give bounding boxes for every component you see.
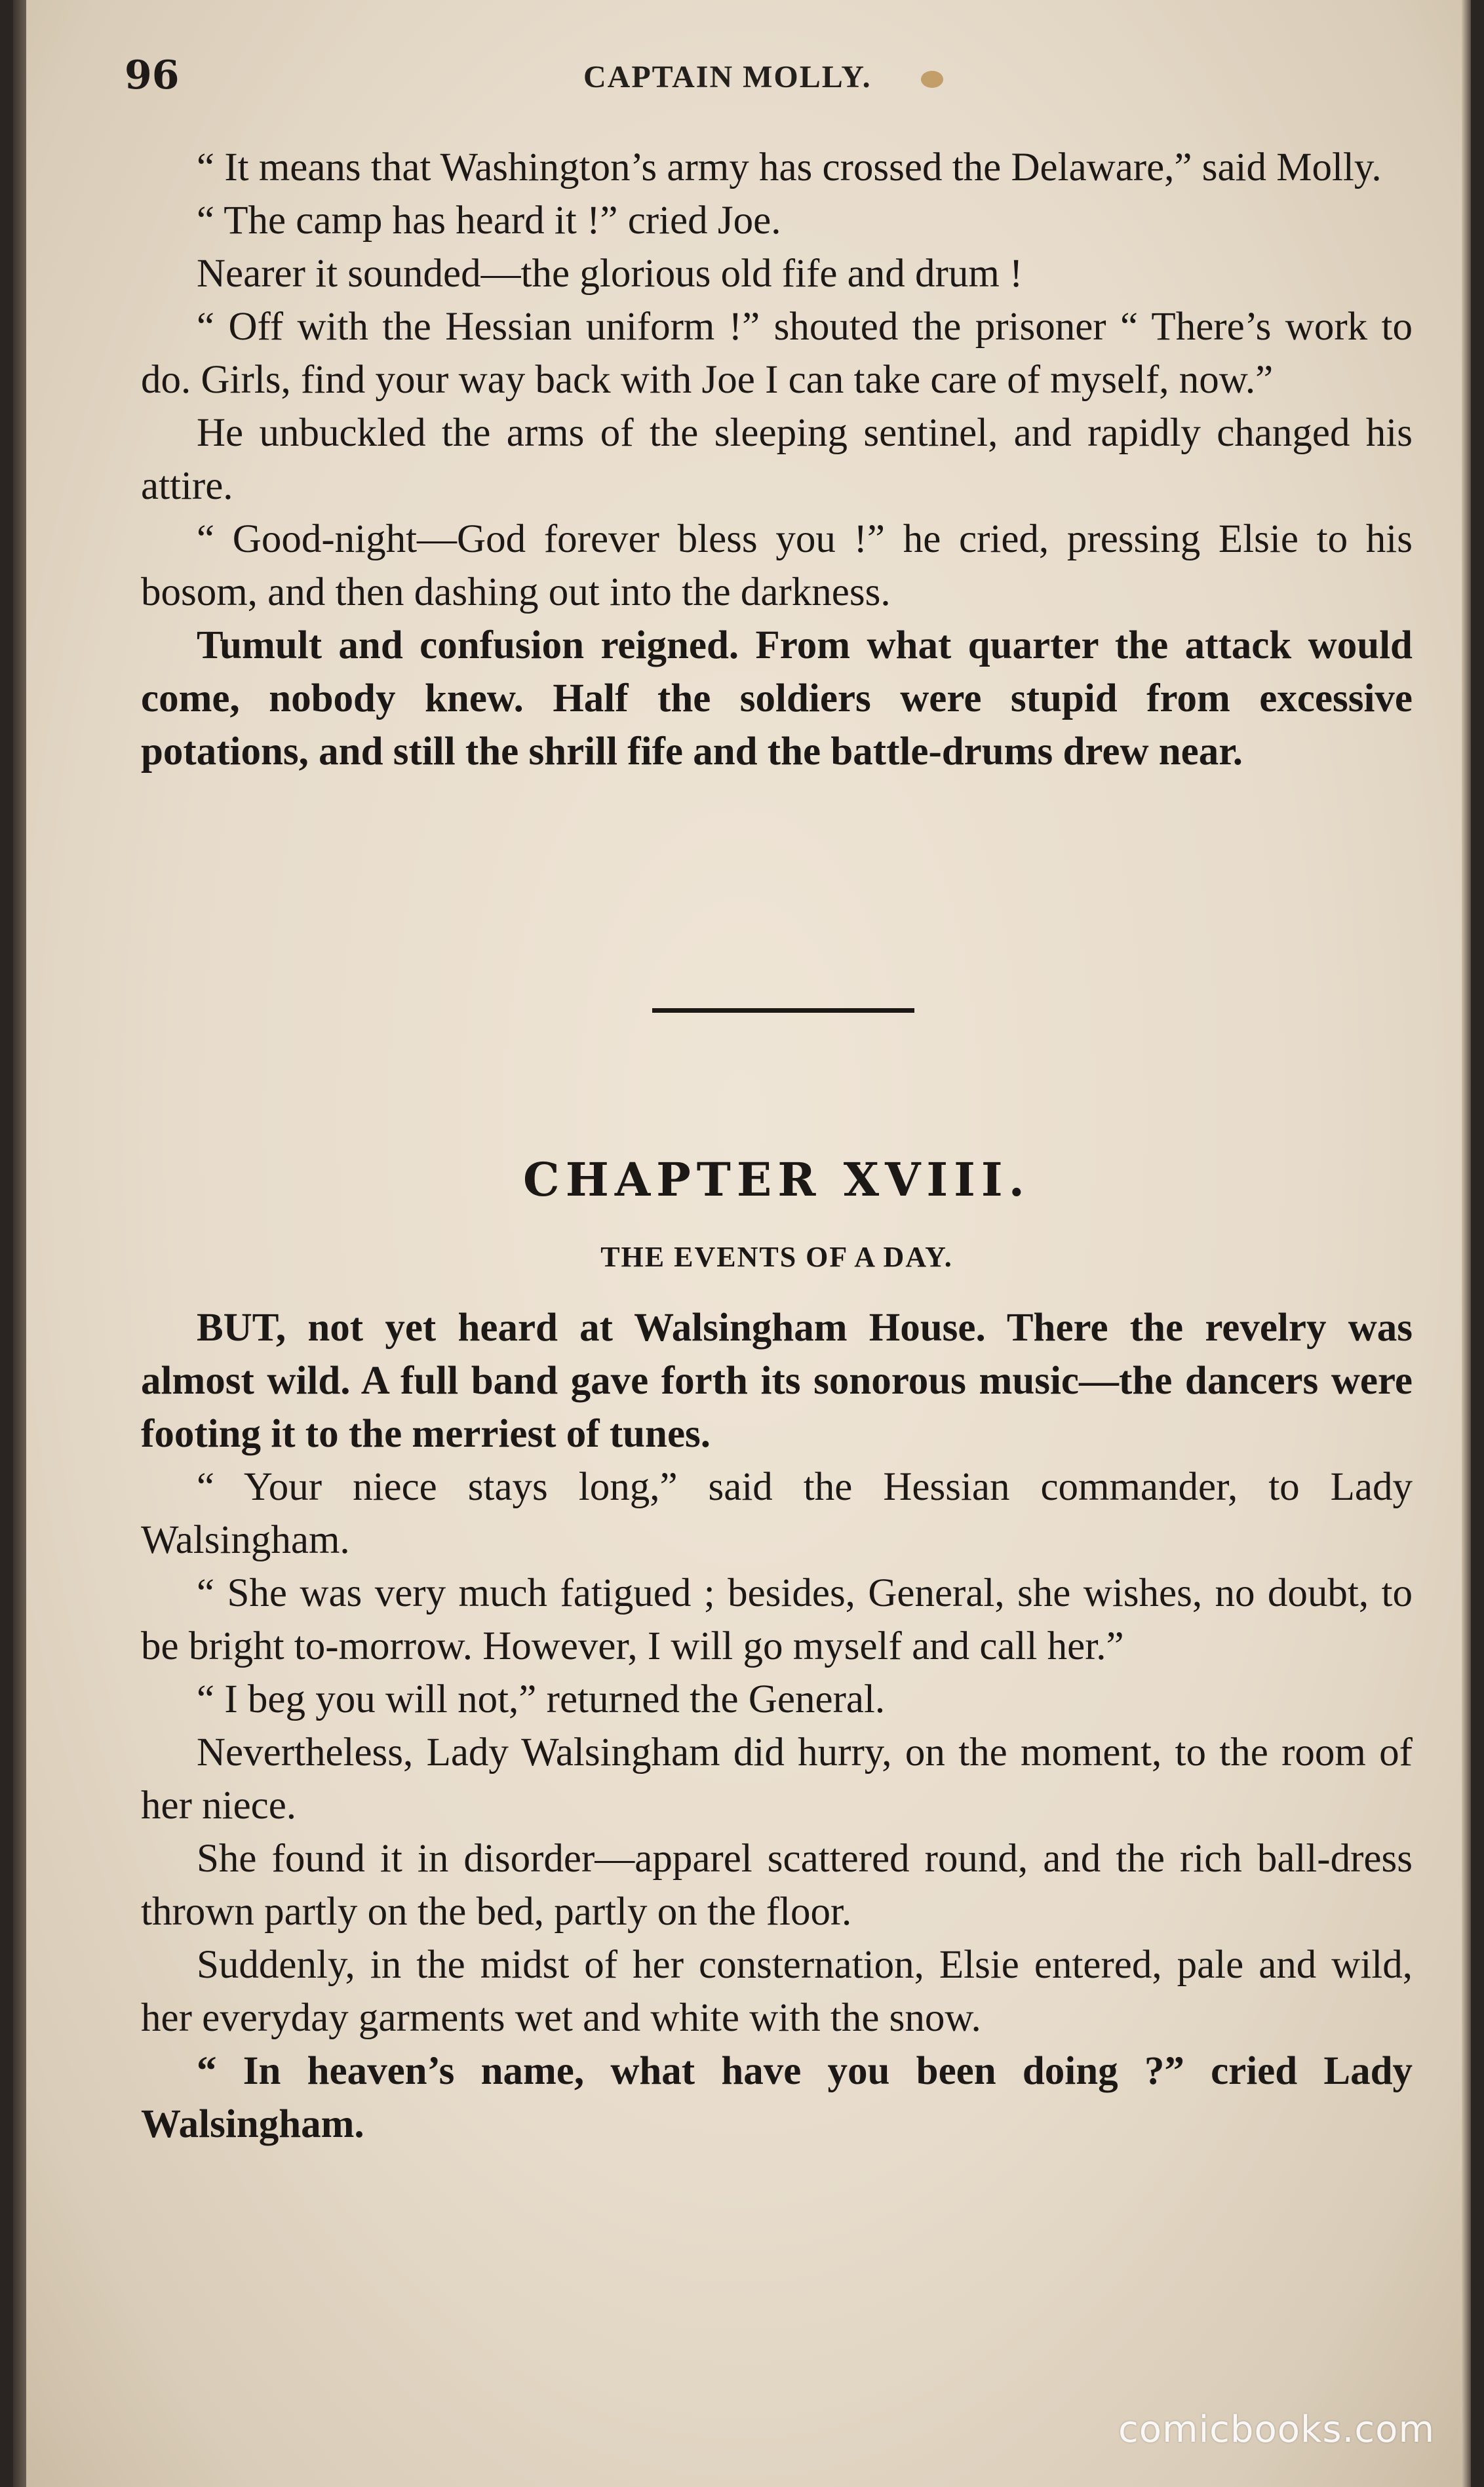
paragraph: “ I beg you will not,” returned the General. [197, 1677, 886, 1721]
paragraph: “ Off with the Hessian uniform !” shouted the prisoner “ There’s work to do. Girls, find your way back with Joe I can take care of myself, now.” [141, 305, 1413, 402]
paragraph: Nearer it sounded—the glorious old fife and drum ! [197, 252, 1023, 296]
paragraph: She found it in disorder—apparel scattered round, and the rich ball-dress thrown partly on the bed, partly on the floor. [141, 1837, 1413, 1934]
section-divider [652, 1008, 914, 1013]
paragraph: “ Good-night—God forever bless you !” he cried, pressing Elsie to his bosom, and then dashing out into the darkness. [141, 517, 1413, 614]
paragraph: “ In heaven’s name, what have you been doing ?” cried Lady Walsingham. [141, 2049, 1413, 2146]
page-header [125, 52, 1416, 111]
paragraph: BUT, not yet heard at Walsingham House. There the revelry was almost wild. A full band gave forth its sonorous music—the dancers were footing it to the merriest of tunes. [141, 1306, 1413, 1456]
text-before-chapter [141, 141, 1413, 778]
text-after-chapter [141, 1301, 1413, 2151]
paragraph: “ The camp has heard it !” cried Joe. [197, 199, 781, 243]
paragraph: “ Your niece stays long,” said the Hessian commander, to Lady Walsingham. [141, 1465, 1413, 1562]
paragraph: Suddenly, in the midst of her consternation, Elsie entered, pale and wild, her everyday garments wet and white with the snow. [141, 1943, 1413, 2040]
paragraph: Nevertheless, Lady Walsingham did hurry, on the moment, to the room of her niece. [141, 1731, 1413, 1828]
paragraph: “ It means that Washington’s army has crossed the Delaware,” said Molly. [197, 146, 1382, 189]
paragraph: “ She was very much fatigued ; besides, General, she wishes, no doubt, to be bright to-morrow. However, I will go myself and call her.” [141, 1571, 1413, 1668]
paragraph: He unbuckled the arms of the sleeping sentinel, and rapidly changed his attire. [141, 411, 1413, 508]
book-page [13, 0, 1471, 2487]
page-number: 96 [125, 52, 180, 98]
page-edge-right [1462, 0, 1471, 2487]
watermark: comicbooks.com [1118, 2408, 1435, 2451]
running-head: CAPTAIN MOLLY. [583, 60, 872, 94]
page-edge-left [13, 0, 26, 2487]
chapter-subtitle: THE EVENTS OF A DAY. [600, 1241, 953, 1273]
chapter-title: CHAPTER XVIII. [522, 1152, 1030, 1207]
paragraph: Tumult and confusion reigned. From what quarter the attack would come, nobody knew. Half the soldiers were stupid from excessive potations, and still the shrill fife and the battle-drums drew near. [141, 623, 1413, 774]
ink-smudge [921, 71, 943, 88]
